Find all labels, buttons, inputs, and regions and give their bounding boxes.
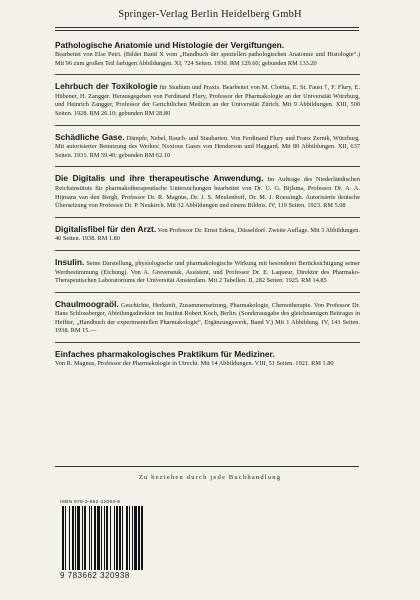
bottom-rule: [55, 466, 359, 467]
divider: [55, 74, 360, 75]
book-title: Schädliche Gase.: [55, 131, 125, 142]
footer-note: Zu beziehen durch jede Buchhandlung: [138, 474, 282, 481]
book-description: für Studium und Praxis. Bearbeitet von M. Cloëtta, E. St. Faust †, F. Flury, E. Hübener, H. Zangger. Herausgegeben von Ferdinand Flury, Professor der Pharmakologie an der Universität Würzburg, und Heinrich Zangger, Professor der Gerichtlichen Medizin an der Universität Zürich. Mit 9 Abbildungen. XIII, 500 Seiten. 1928. RM 26.10; gebunden RM 28.80: [55, 84, 360, 117]
divider: [55, 217, 360, 218]
book-entry: [55, 257, 360, 286]
book-list: [55, 40, 360, 369]
divider: [55, 125, 360, 126]
book-description: Geschichte, Herkunft, Zusammensetzung, Pharmakologie, Chemotherapie. Von Professor Dr. Hans Schlossberger, Abteilungsdirektor im Institut Robert Koch, Berlin. (Sonderausgabe des gleichnamigen Beitrages in Heffter, „Handbuch der experimentellen Pharmakologie“, Ergänzungswerk, Band V.) Mit 1 Abbildung. IV, 141 Seiten. 1938. RM 15.—: [55, 301, 360, 335]
isbn-block: [60, 500, 170, 580]
book-description: Bearbeitet von Else Petri. (Bildet Band X vom „Handbuch der speziellen pathologischen Anatomie und Histologie“.) Mit 96 zum großen Teil farbigen Abbildungen. XI, 724 Seiten. 1930. RM 129.60; gebunden RM 133.20: [55, 51, 360, 67]
book-title: Einfaches pharmakologisches Praktikum für Mediziner.: [55, 349, 275, 360]
divider: [55, 166, 360, 167]
top-rule-double: [55, 30, 359, 31]
book-title: Insulin.: [55, 256, 85, 267]
book-title: Lehrbuch der Toxikologie: [55, 81, 158, 92]
book-entry: [55, 224, 360, 244]
top-rule: [55, 27, 359, 28]
book-entry: [55, 132, 360, 161]
book-entry: [55, 81, 360, 118]
book-entry: [55, 299, 360, 336]
book-description: Dämpfe, Nebel, Rauch- und Staubarten. Von Ferdinand Flury und Franz Zernik, Würzburg. Mit autorisierter Benutzung des Werkes: Noxious Gases von Henderson und Haggard. Mit 80 Abbildungen. XII, 637 Seiten. 1931. RM 59.40; gebunden RM 62.10: [55, 134, 360, 159]
isbn-label: ISBN 978-3-662-32093-8: [60, 500, 121, 505]
book-title: Digitalisfibel für den Arzt.: [55, 223, 157, 234]
divider: [55, 292, 360, 293]
barcode: [60, 506, 166, 570]
book-entry: [55, 349, 360, 369]
book-description: Von R. Magnus, Professor der Pharmakologie in Utrecht. Mit 14 Abbildungen. VIII, 51 Seiten. 1921. RM 1.80: [55, 360, 334, 368]
barcode-digits: 9 783662 320938: [60, 571, 130, 580]
divider: [55, 250, 360, 251]
book-description: Seine Darstellung, physiologische und pharmakologische Wirkung mit besonderer Berücksichtigung seiner Wertbestimmung (Eichung). Von A. Grevenstuk, Assistent, und Professor Dr. E. Laqueur, Direktor des Pharmako-Therapeutischen Laboratoriums der Universität Amsterdam. Mit 2 Tabellen. II, 282 Seiten. 1925. RM 14.85: [55, 259, 360, 285]
book-title: Pathologische Anatomie und Histologie der Vergiftungen.: [55, 40, 285, 50]
book-description: Im Auftrage des Niederländischen Reichsinstituts für pharmakotherapeutische Untersuchungen bearbeitet von Dr. U. G. Bijlsma, Professor Dr. A. A. Hijmans van den Bergh, Professor Dr. R. Magnus, Dr. J. S. Meulenhoff, Dr. M. J. Roessingh. Autorisierte deutsche Übersetzung von Professor Dr. P. Neukirch. Mit 32 Abbildungen und einem Bildnis. IV, 119 Seiten. 1923. RM 5.08: [55, 176, 361, 210]
publisher-name: Springer-Verlag Berlin Heidelberg GmbH: [118, 9, 302, 20]
book-entry: [55, 40, 360, 68]
book-title: Chaulmoograöl.: [55, 298, 119, 309]
book-entry: [55, 173, 360, 210]
book-description: Von Professor Dr. Ernst Edens, Düsseldorf. Zweite Auflage. Mit 3 Abbildungen. 40 Seiten. 1938. RM 1.80: [55, 226, 361, 243]
book-title: Die Digitalis und ihre therapeutische Anwendung.: [55, 173, 264, 184]
divider: [55, 342, 360, 343]
